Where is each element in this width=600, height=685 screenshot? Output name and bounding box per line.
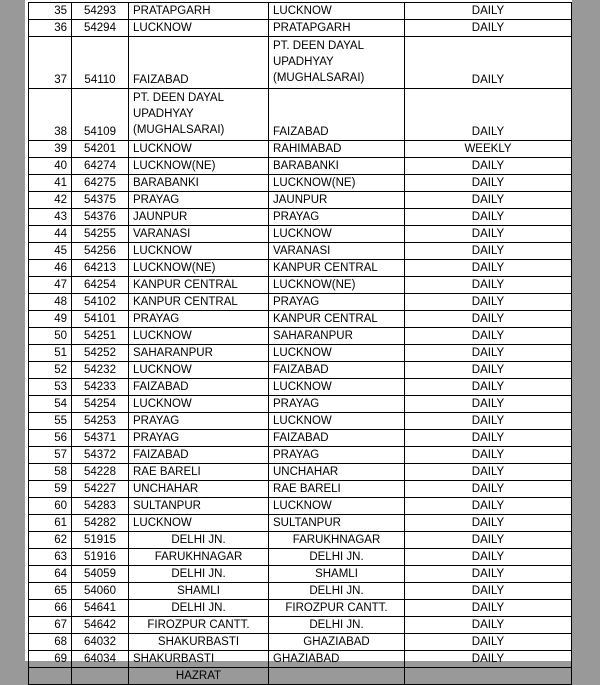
serial-number-cell: 58 (29, 464, 72, 481)
serial-number-cell (29, 668, 72, 685)
frequency-cell: DAILY (405, 277, 572, 294)
train-number-cell: 54227 (72, 481, 129, 498)
to-station-cell: SHAMLI (269, 566, 405, 583)
frequency-cell: DAILY (405, 651, 572, 668)
table-row (29, 430, 572, 447)
to-station-cell: SAHARANPUR (269, 328, 405, 345)
serial-number-cell: 57 (29, 447, 72, 464)
train-number-cell: 54110 (72, 37, 129, 89)
from-station-cell: RAE BARELI (129, 464, 269, 481)
serial-number-cell: 41 (29, 175, 72, 192)
table-row (29, 447, 572, 464)
frequency-cell: DAILY (405, 566, 572, 583)
train-number-cell: 54232 (72, 362, 129, 379)
table-row (29, 379, 572, 396)
to-station-cell: DELHI JN. (269, 583, 405, 600)
table-row (29, 311, 572, 328)
to-station-cell: PRAYAG (269, 209, 405, 226)
train-number-cell: 51916 (72, 549, 129, 566)
to-station-cell: UNCHAHAR (269, 464, 405, 481)
frequency-cell: DAILY (405, 20, 572, 37)
frequency-cell (405, 668, 572, 685)
frequency-cell: DAILY (405, 515, 572, 532)
to-station-cell: LUCKNOW(NE) (269, 175, 405, 192)
to-station-cell: PRAYAG (269, 294, 405, 311)
train-number-cell: 54252 (72, 345, 129, 362)
train-number-cell: 54375 (72, 192, 129, 209)
train-number-cell: 54255 (72, 226, 129, 243)
to-station-cell: PT. DEEN DAYAL UPADHYAY (MUGHALSARAI) (269, 37, 405, 89)
serial-number-cell: 56 (29, 430, 72, 447)
serial-number-cell: 40 (29, 158, 72, 175)
table-row (29, 396, 572, 413)
frequency-cell: DAILY (405, 617, 572, 634)
to-station-cell: SULTANPUR (269, 515, 405, 532)
to-station-cell: LUCKNOW (269, 345, 405, 362)
from-station-cell: SHAMLI (129, 583, 269, 600)
from-station-cell: LUCKNOW (129, 243, 269, 260)
train-number-cell: 54372 (72, 447, 129, 464)
frequency-cell: DAILY (405, 447, 572, 464)
to-station-cell: LUCKNOW(NE) (269, 277, 405, 294)
to-station-cell: GHAZIABAD (269, 634, 405, 651)
to-station-cell: RAHIMABAD (269, 141, 405, 158)
to-station-cell: FAIZABAD (269, 430, 405, 447)
frequency-cell: DAILY (405, 430, 572, 447)
serial-number-cell: 61 (29, 515, 72, 532)
frequency-cell: DAILY (405, 260, 572, 277)
train-number-cell: 54251 (72, 328, 129, 345)
from-station-cell: SHAKURBASTI (129, 634, 269, 651)
table-row (29, 175, 572, 192)
train-number-cell: 54641 (72, 600, 129, 617)
train-number-cell: 54101 (72, 311, 129, 328)
frequency-cell: DAILY (405, 311, 572, 328)
train-number-cell: 54253 (72, 413, 129, 430)
train-number-cell: 54233 (72, 379, 129, 396)
from-station-cell: KANPUR CENTRAL (129, 294, 269, 311)
table-row (29, 362, 572, 379)
frequency-cell: DAILY (405, 3, 572, 20)
from-station-cell: VARANASI (129, 226, 269, 243)
train-number-cell: 54102 (72, 294, 129, 311)
table-row (29, 294, 572, 311)
table-row (29, 260, 572, 277)
serial-number-cell: 54 (29, 396, 72, 413)
frequency-cell: DAILY (405, 634, 572, 651)
train-number-cell: 54254 (72, 396, 129, 413)
from-station-cell: PT. DEEN DAYAL UPADHYAY (MUGHALSARAI) (129, 89, 269, 141)
to-station-cell: FARUKHNAGAR (269, 532, 405, 549)
from-station-cell: FARUKHNAGAR (129, 549, 269, 566)
train-number-cell: 54059 (72, 566, 129, 583)
train-schedule-table-body (29, 3, 572, 685)
table-row (29, 498, 572, 515)
table-row (29, 634, 572, 651)
frequency-cell: DAILY (405, 328, 572, 345)
from-station-cell: BARABANKI (129, 175, 269, 192)
from-station-cell: SAHARANPUR (129, 345, 269, 362)
to-station-cell: DELHI JN. (269, 617, 405, 634)
to-station-cell: BARABANKI (269, 158, 405, 175)
table-row (29, 345, 572, 362)
train-number-cell: 54201 (72, 141, 129, 158)
frequency-cell: DAILY (405, 243, 572, 260)
serial-number-cell: 50 (29, 328, 72, 345)
from-station-cell: PRATAPGARH (129, 3, 269, 20)
train-number-cell: 64275 (72, 175, 129, 192)
train-number-cell: 54293 (72, 3, 129, 20)
from-station-cell: PRAYAG (129, 311, 269, 328)
table-row (29, 37, 572, 89)
frequency-cell: DAILY (405, 379, 572, 396)
to-station-cell: LUCKNOW (269, 379, 405, 396)
train-number-cell: 54109 (72, 89, 129, 141)
train-number-cell: 54642 (72, 617, 129, 634)
from-station-cell: JAUNPUR (129, 209, 269, 226)
serial-number-cell: 64 (29, 566, 72, 583)
train-number-cell: 64254 (72, 277, 129, 294)
frequency-cell: DAILY (405, 89, 572, 141)
frequency-cell: DAILY (405, 175, 572, 192)
train-schedule-table-viewport (28, 0, 571, 682)
to-station-cell (269, 668, 405, 685)
to-station-cell: FAIZABAD (269, 89, 405, 141)
table-row (29, 566, 572, 583)
from-station-cell: DELHI JN. (129, 600, 269, 617)
serial-number-cell: 55 (29, 413, 72, 430)
frequency-cell: DAILY (405, 345, 572, 362)
frequency-cell: DAILY (405, 532, 572, 549)
serial-number-cell: 63 (29, 549, 72, 566)
table-row (29, 226, 572, 243)
frequency-cell: DAILY (405, 362, 572, 379)
serial-number-cell: 60 (29, 498, 72, 515)
serial-number-cell: 37 (29, 37, 72, 89)
to-station-cell: LUCKNOW (269, 226, 405, 243)
table-row (29, 600, 572, 617)
table-row (29, 413, 572, 430)
train-number-cell: 54376 (72, 209, 129, 226)
table-row (29, 651, 572, 668)
serial-number-cell: 59 (29, 481, 72, 498)
to-station-cell: GHAZIABAD (269, 651, 405, 668)
serial-number-cell: 42 (29, 192, 72, 209)
to-station-cell: KANPUR CENTRAL (269, 260, 405, 277)
serial-number-cell: 53 (29, 379, 72, 396)
serial-number-cell: 51 (29, 345, 72, 362)
table-row (29, 328, 572, 345)
to-station-cell: KANPUR CENTRAL (269, 311, 405, 328)
frequency-cell: DAILY (405, 600, 572, 617)
frequency-cell: DAILY (405, 481, 572, 498)
serial-number-cell: 46 (29, 260, 72, 277)
table-row (29, 277, 572, 294)
table-row (29, 243, 572, 260)
train-number-cell: 54060 (72, 583, 129, 600)
frequency-cell: DAILY (405, 226, 572, 243)
frequency-cell: DAILY (405, 294, 572, 311)
table-row (29, 209, 572, 226)
table-row (29, 158, 572, 175)
train-number-cell (72, 668, 129, 685)
from-station-cell: LUCKNOW(NE) (129, 260, 269, 277)
to-station-cell: FIROZPUR CANTT. (269, 600, 405, 617)
from-station-cell: HAZRAT (129, 668, 269, 685)
train-number-cell: 64274 (72, 158, 129, 175)
table-row (29, 549, 572, 566)
from-station-cell: LUCKNOW (129, 328, 269, 345)
train-number-cell: 54228 (72, 464, 129, 481)
from-station-cell: PRAYAG (129, 192, 269, 209)
to-station-cell: LUCKNOW (269, 498, 405, 515)
train-number-cell: 51915 (72, 532, 129, 549)
to-station-cell: JAUNPUR (269, 192, 405, 209)
from-station-cell: KANPUR CENTRAL (129, 277, 269, 294)
from-station-cell: LUCKNOW(NE) (129, 158, 269, 175)
train-number-cell: 54294 (72, 20, 129, 37)
frequency-cell: DAILY (405, 583, 572, 600)
serial-number-cell: 62 (29, 532, 72, 549)
from-station-cell: UNCHAHAR (129, 481, 269, 498)
serial-number-cell: 36 (29, 20, 72, 37)
table-row (29, 532, 572, 549)
table-row (29, 3, 572, 20)
to-station-cell: RAE BARELI (269, 481, 405, 498)
from-station-cell: LUCKNOW (129, 20, 269, 37)
from-station-cell: FAIZABAD (129, 447, 269, 464)
from-station-cell: FIROZPUR CANTT. (129, 617, 269, 634)
serial-number-cell: 38 (29, 89, 72, 141)
train-number-cell: 54283 (72, 498, 129, 515)
from-station-cell: LUCKNOW (129, 396, 269, 413)
from-station-cell: LUCKNOW (129, 515, 269, 532)
train-number-cell: 54256 (72, 243, 129, 260)
to-station-cell: PRATAPGARH (269, 20, 405, 37)
from-station-cell: PRAYAG (129, 413, 269, 430)
frequency-cell: DAILY (405, 549, 572, 566)
train-number-cell: 54371 (72, 430, 129, 447)
serial-number-cell: 43 (29, 209, 72, 226)
train-number-cell: 64213 (72, 260, 129, 277)
to-station-cell: FAIZABAD (269, 362, 405, 379)
to-station-cell: LUCKNOW (269, 413, 405, 430)
from-station-cell: DELHI JN. (129, 532, 269, 549)
train-schedule-table (28, 2, 572, 685)
serial-number-cell: 47 (29, 277, 72, 294)
serial-number-cell: 39 (29, 141, 72, 158)
table-row (29, 617, 572, 634)
from-station-cell: LUCKNOW (129, 141, 269, 158)
serial-number-cell: 69 (29, 651, 72, 668)
train-number-cell: 64032 (72, 634, 129, 651)
to-station-cell: PRAYAG (269, 396, 405, 413)
to-station-cell: DELHI JN. (269, 549, 405, 566)
table-row (29, 515, 572, 532)
serial-number-cell: 45 (29, 243, 72, 260)
frequency-cell: DAILY (405, 464, 572, 481)
frequency-cell: DAILY (405, 498, 572, 515)
frequency-cell: DAILY (405, 209, 572, 226)
to-station-cell: PRAYAG (269, 447, 405, 464)
serial-number-cell: 52 (29, 362, 72, 379)
table-row (29, 481, 572, 498)
to-station-cell: VARANASI (269, 243, 405, 260)
from-station-cell: PRAYAG (129, 430, 269, 447)
from-station-cell: SULTANPUR (129, 498, 269, 515)
frequency-cell: DAILY (405, 37, 572, 89)
serial-number-cell: 44 (29, 226, 72, 243)
serial-number-cell: 67 (29, 617, 72, 634)
table-row (29, 668, 572, 685)
from-station-cell: LUCKNOW (129, 362, 269, 379)
serial-number-cell: 48 (29, 294, 72, 311)
table-row (29, 192, 572, 209)
serial-number-cell: 49 (29, 311, 72, 328)
table-row (29, 464, 572, 481)
from-station-cell: FAIZABAD (129, 379, 269, 396)
from-station-cell: DELHI JN. (129, 566, 269, 583)
serial-number-cell: 68 (29, 634, 72, 651)
train-number-cell: 64034 (72, 651, 129, 668)
table-row (29, 141, 572, 158)
table-row (29, 89, 572, 141)
serial-number-cell: 65 (29, 583, 72, 600)
frequency-cell: WEEKLY (405, 141, 572, 158)
serial-number-cell: 35 (29, 3, 72, 20)
train-number-cell: 54282 (72, 515, 129, 532)
frequency-cell: DAILY (405, 396, 572, 413)
to-station-cell: LUCKNOW (269, 3, 405, 20)
frequency-cell: DAILY (405, 192, 572, 209)
frequency-cell: DAILY (405, 413, 572, 430)
table-row (29, 20, 572, 37)
frequency-cell: DAILY (405, 158, 572, 175)
from-station-cell: FAIZABAD (129, 37, 269, 89)
table-row (29, 583, 572, 600)
serial-number-cell: 66 (29, 600, 72, 617)
from-station-cell: SHAKURBASTI (129, 651, 269, 668)
